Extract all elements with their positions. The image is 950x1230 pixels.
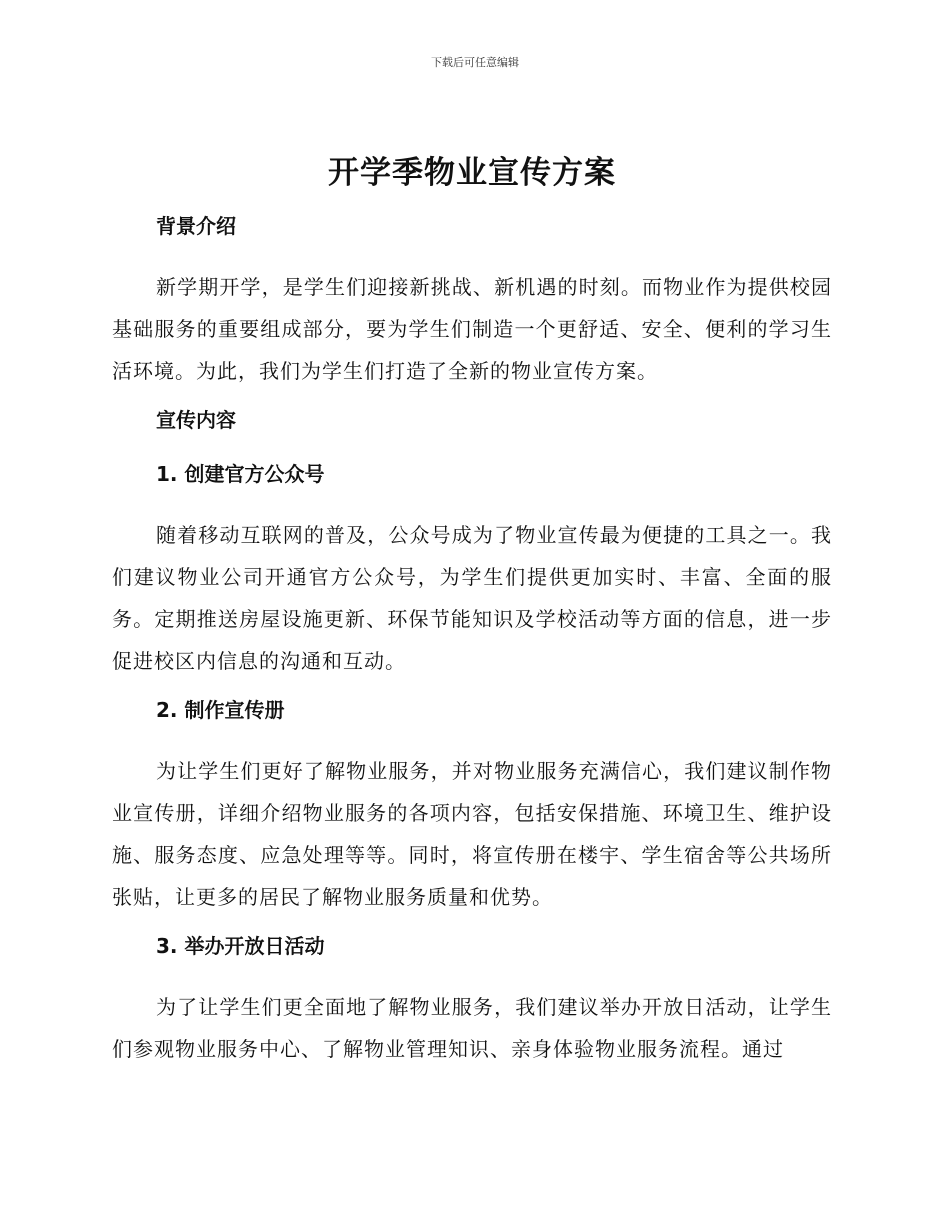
item-heading-open-day: 3. 举办开放日活动 (156, 934, 325, 958)
paragraph-official-account: 随着移动互联网的普及，公众号成为了物业宣传最为便捷的工具之一。我们建议物业公司开通官方公众号，为学生们提供更加实时、丰富、全面的服务。定期推送房屋设施更新、环保节能知识及学校活动等方面的信息，进一步促进校区内信息的沟通和互动。 (112, 523, 832, 673)
item-heading-official-account: 1. 创建官方公众号 (156, 462, 325, 486)
paragraph-brochure: 为让学生们更好了解物业服务，并对物业服务充满信心，我们建议制作物业宣传册，详细介绍物业服务的各项内容，包括安保措施、环境卫生、维护设施、服务态度、应急处理等等。同时，将宣传册在楼宇、学生宿舍等公共场所张贴，让更多的居民了解物业服务质量和优势。 (112, 759, 832, 909)
section-heading-background: 背景介绍 (156, 214, 236, 238)
section-heading-content: 宣传内容 (156, 408, 236, 432)
item-heading-brochure: 2. 制作宣传册 (156, 698, 285, 722)
paragraph-open-day: 为了让学生们更全面地了解物业服务，我们建议举办开放日活动，让学生们参观物业服务中心、了解物业管理知识、亲身体验物业服务流程。通过 (112, 995, 832, 1061)
document-body (112, 148, 832, 1084)
document-title: 开学季物业宣传方案 (328, 155, 616, 191)
paragraph-background: 新学期开学，是学生们迎接新挑战、新机遇的时刻。而物业作为提供校园基础服务的重要组成部分，要为学生们制造一个更舒适、安全、便利的学习生活环境。为此，我们为学生们打造了全新的物业宣传方案。 (112, 275, 832, 383)
page-header-note: 下载后可任意编辑 (431, 56, 519, 69)
